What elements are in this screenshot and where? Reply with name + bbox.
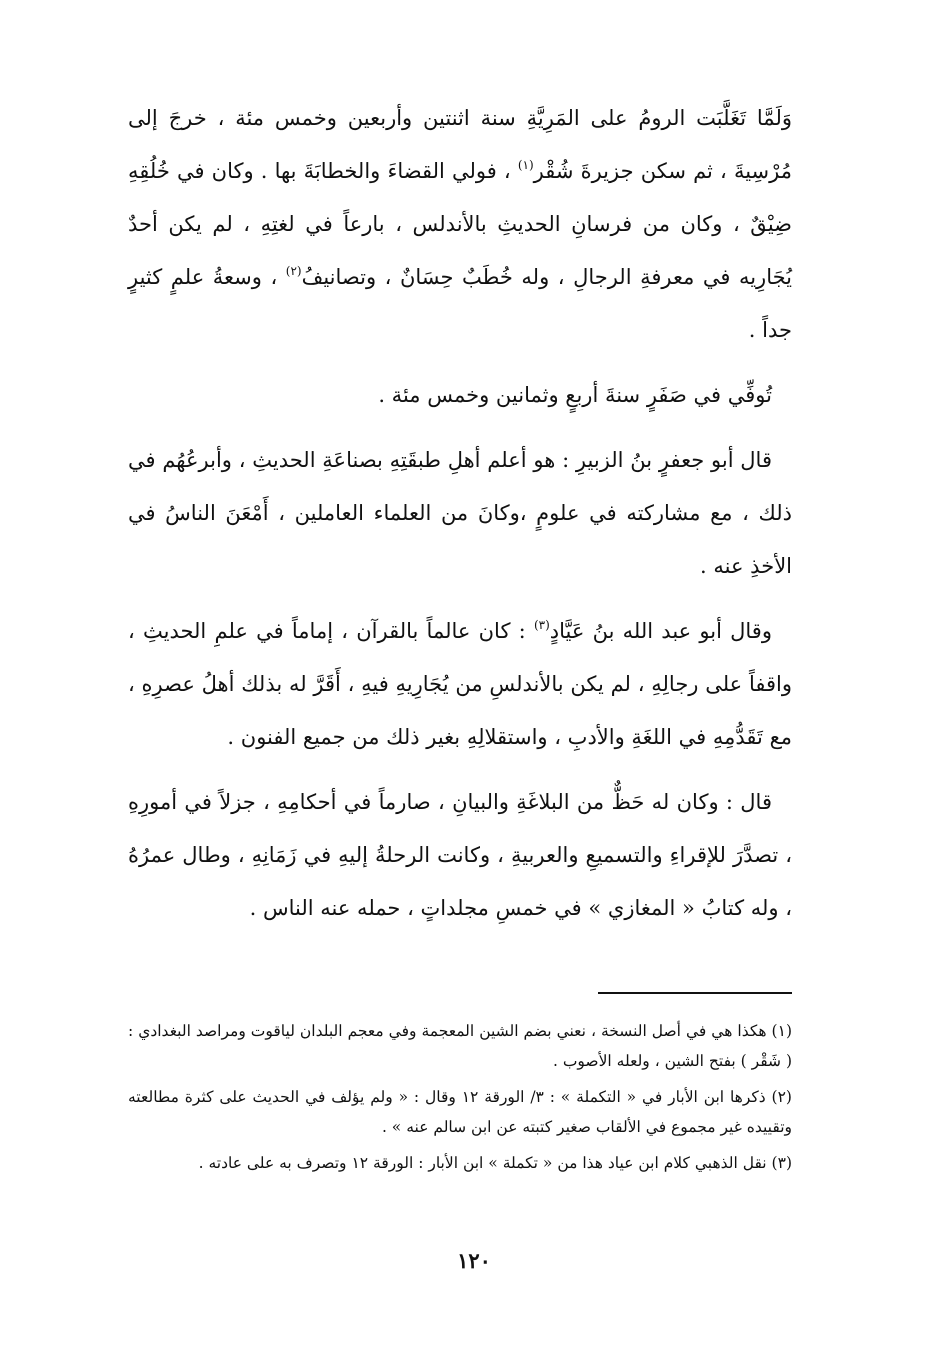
footnote-ref-3: (٣) — [533, 618, 550, 632]
paragraph-2: تُوفِّي في صَفَرٍ سنةَ أربعٍ وثمانين وخمس مئة . — [378, 383, 772, 407]
paragraph-text: ، فولي القضاءَ والخطابَةَ بها . وكان في خُلُقِهِ ضِيْقٌ ، وكان من فرسانِ الحديثِ بالأندلس ، بارعاً في لغتِهِ ، لم يكن أحدٌ يُجَارِيه في معرفةِ الرجالِ ، وله خُطَبٌ حِسَانٌ ، وتصانيفُ — [128, 159, 792, 289]
footnote-ref-1: (١) — [517, 158, 534, 172]
paragraph-1 — [128, 92, 792, 357]
footnote-3: (٣) نقل الذهبي كلام ابن عياد هذا من « تكملة » ابن الأبار : الورقة ١٢ وتصرف به على عادته . — [198, 1154, 792, 1172]
page-number: ١٢٠ — [457, 1248, 491, 1273]
footnotes — [128, 1016, 792, 1184]
paragraph-text: ، وسعةُ علمٍ كثيرٍ جداً . — [128, 265, 792, 342]
paragraph-3: قال أبو جعفرٍ بنُ الزبيرِ : هو أعلم أهلِ طبقَتِهِ بصناعَةِ الحديثِ ، وأبرعُهُم في ذلك ، مع مشاركته في علومٍ ،وكانَ من العلماء العاملين ، أَمْعَنَ الناسُ في الأخذِ عنه . — [128, 448, 792, 578]
footnote-ref-2: (٢) — [285, 264, 302, 278]
footnote-1: (١) هكذا هي في أصل النسخة ، نعني بضم الشين المعجمة وفي معجم البلدان لياقوت ومراصد البغدادي : ( شَقْر ) بفتح الشين ، ولعله الأصوب . — [128, 1022, 792, 1070]
paragraph-text: وَلَمَّا تَغَلَّبَت الرومُ على المَرِيَّةِ سنة اثنتين وأربعين وخمس مئة ، خرجَ إلى مُرْسِيةَ ، ثم سكن جزيرةَ شُقْر — [128, 106, 792, 183]
paragraph-text: وقال أبو عبد الله بنُ عَيَّادٍ — [549, 619, 772, 643]
paragraph-4 — [128, 605, 792, 764]
paragraph-text: : كان عالماً بالقرآن ، إماماً في علمِ الحديثِ ، واقفاً على رجالِهِ ، لم يكن بالأندلسِ من يُجَارِيهِ فيهِ ، أَقَرَّ له بذلك أهلُ عصرِهِ ، مع تَقَدُّمِهِ في اللغَةِ والأدبِ ، واستقلالِهِ بغير ذلك من جميع الفنون . — [128, 619, 792, 749]
paragraph-5: قال : وكان له حَظٌّ من البلاغَةِ والبيانِ ، صارماً في أحكامِهِ ، جزلاً في أمورِهِ ، تصدَّرَ للإقراءِ والتسميعِ والعربيةِ ، وكانت الرحلةُ إليهِ في زَمَانِهِ ، وطال عمرُهُ ، وله كتابُ « المغازي » في خمسِ مجلداتٍ ، حمله عنه الناس . — [128, 790, 792, 920]
footnote-2: (٢) ذكرها ابن الأبار في « التكملة » : ٣/ الورقة ١٢ وقال : « ولم يؤلف في الحديث على كثرة مطالعته وتقييده غير مجموع في الألقاب صغير كتبته عن ابن سالم عنه » . — [128, 1088, 792, 1136]
footnote-separator — [598, 992, 792, 994]
main-text — [128, 92, 792, 947]
